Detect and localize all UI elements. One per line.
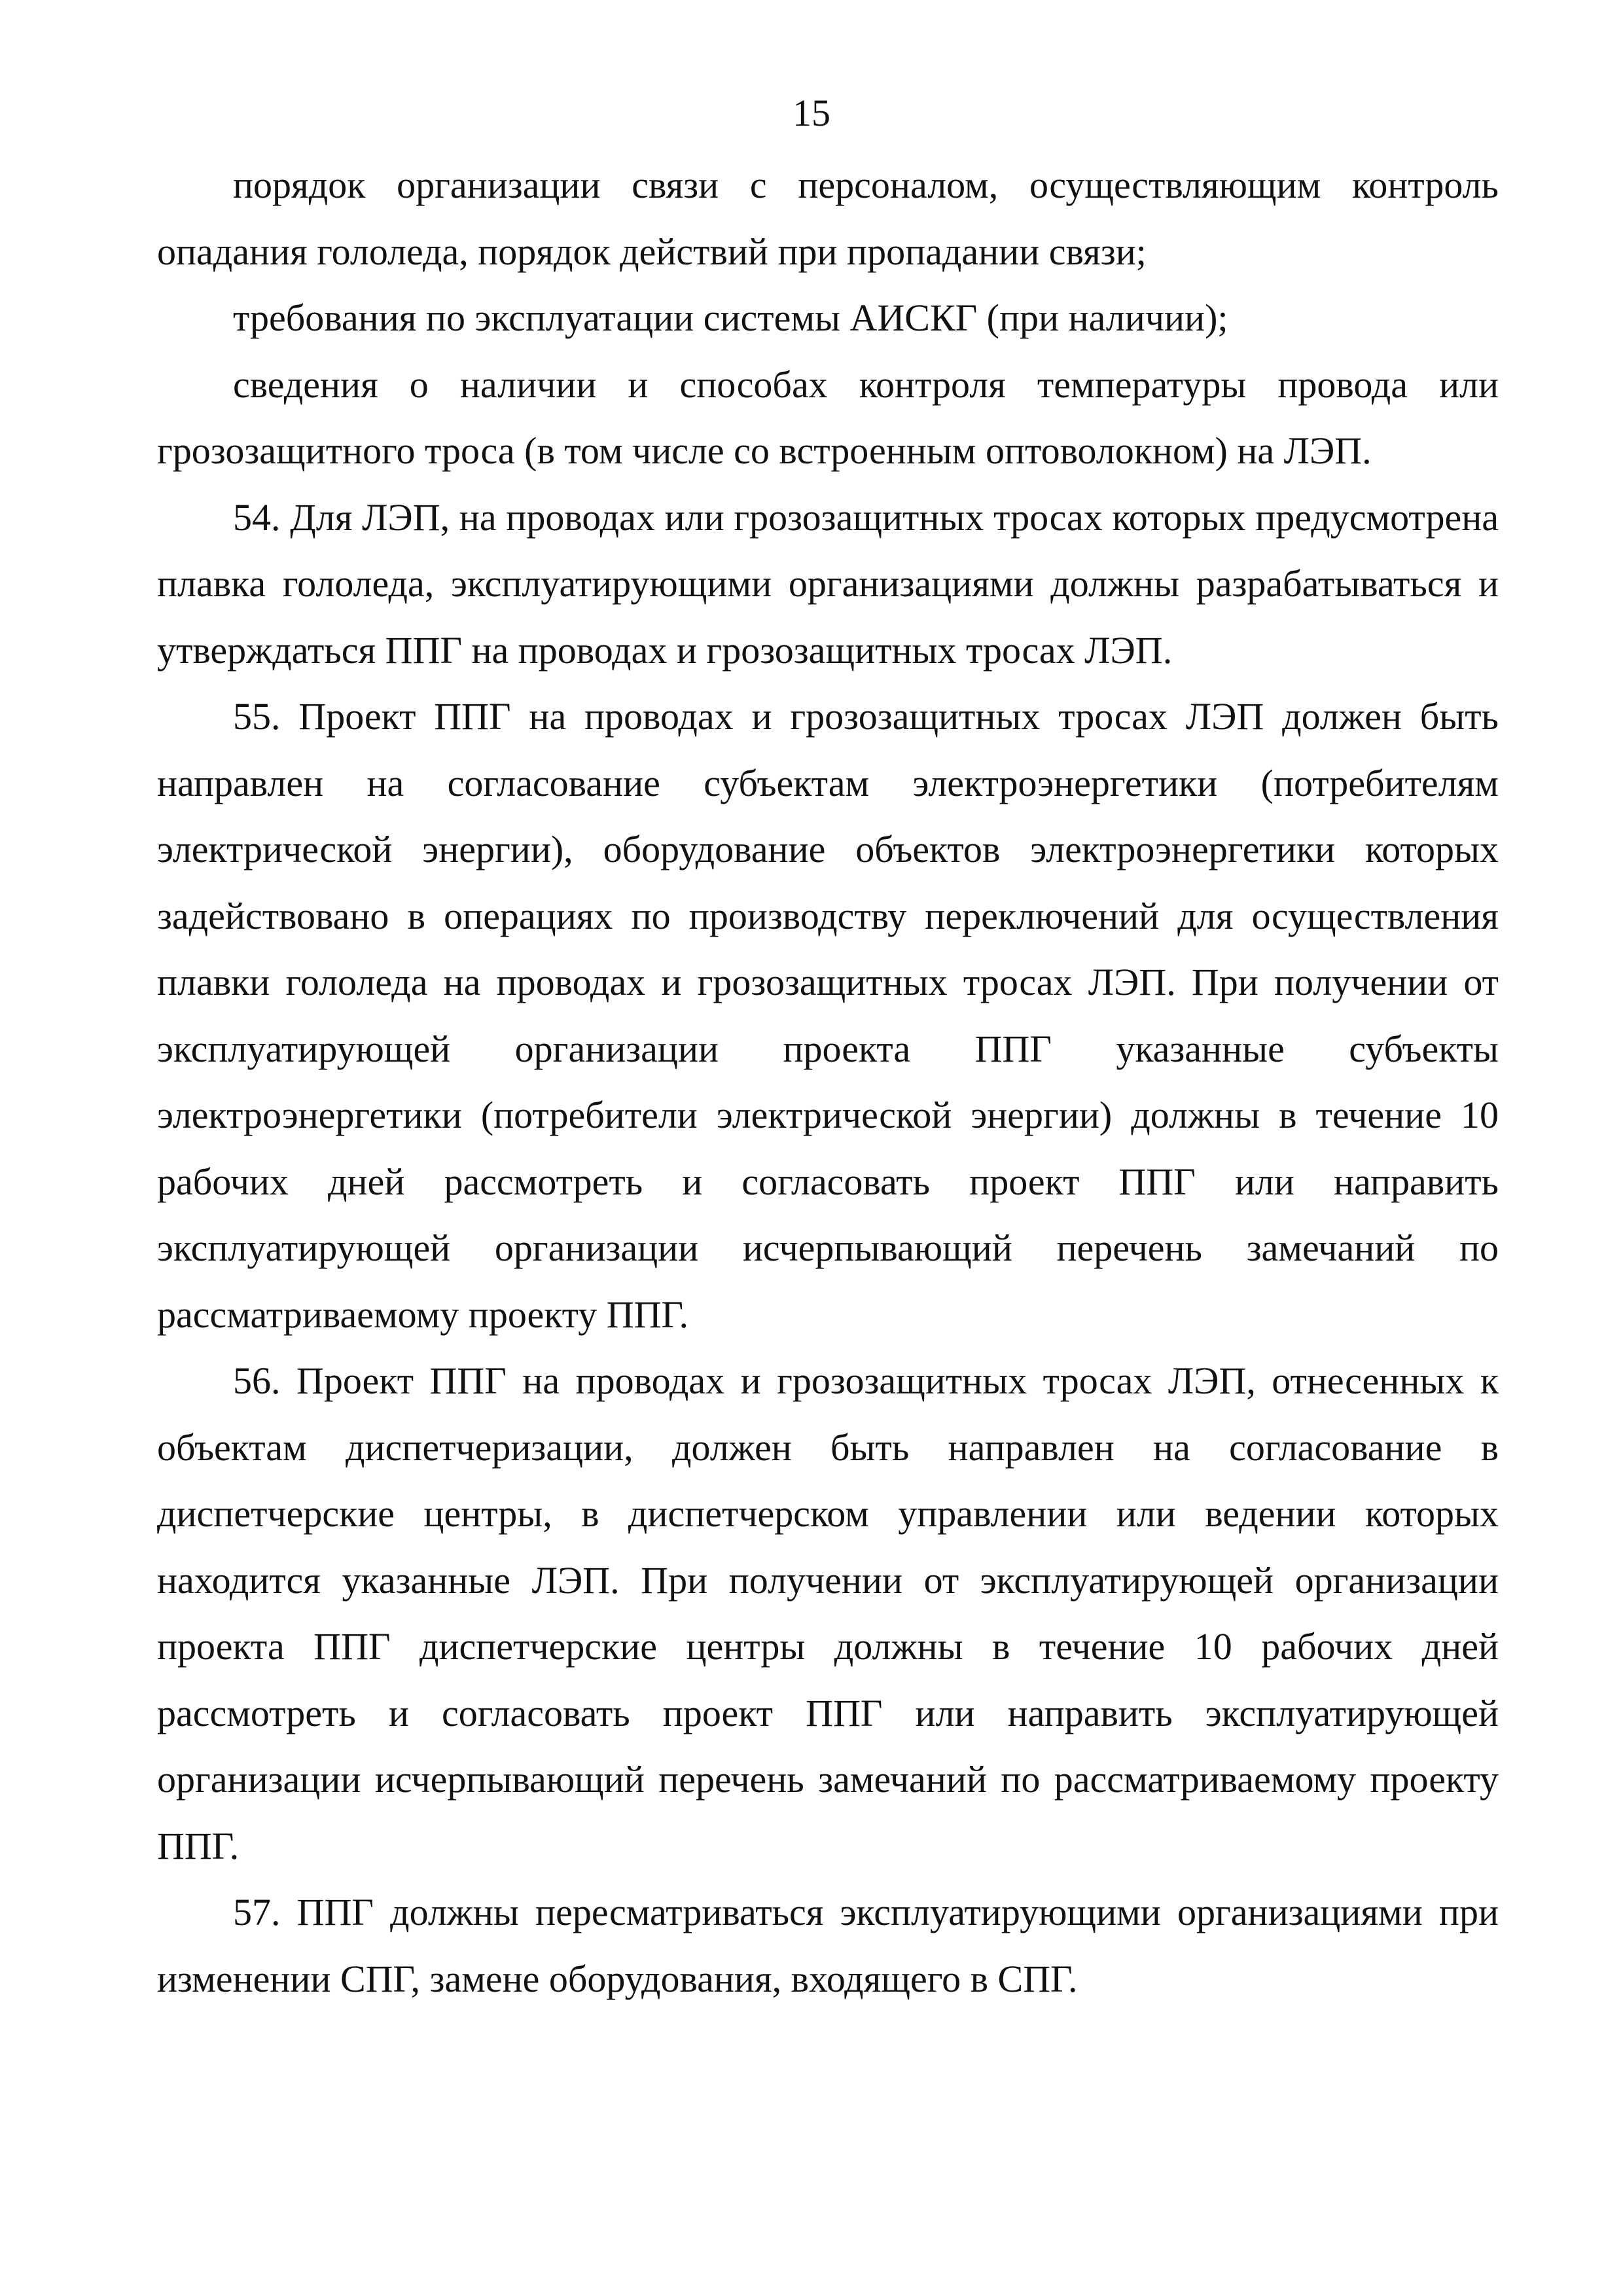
- paragraph-communication-order: порядок организации связи с персоналом, осуществляющим контроль опадания гололеда, порядок действий при пропадании связи;: [157, 164, 1499, 273]
- paragraph-aiskg-requirements: требования по эксплуатации системы АИСКГ (при наличии);: [233, 296, 1228, 339]
- paragraph-clause-54: 54. Для ЛЭП, на проводах или грозозащитных тросах которых предусмотрена плавка гололеда, эксплуатирующими организациями должны разрабатываться и утверждаться ППГ на проводах и грозозащитных тросах ЛЭП.: [157, 495, 1499, 672]
- paragraph-clause-57: 57. ППГ должны пересматриваться эксплуатирующими организациями при изменении СПГ, замене оборудования, входящего в СПГ.: [157, 1891, 1499, 2000]
- page-number: 15: [793, 92, 830, 134]
- document-body: [157, 152, 1499, 2012]
- paragraph-clause-56: 56. Проект ППГ на проводах и грозозащитных тросах ЛЭП, отнесенных к объектам диспетчеризации, должен быть направлен на согласование в диспетчерские центры, в диспетчерском управлении или ведении которых находится указанные ЛЭП. При получении от эксплуатирующей организации проекта ППГ диспетчерские центры должны в течение 10 рабочих дней рассмотреть и согласовать проект ППГ или направить эксплуатирующей организации исчерпывающий перечень замечаний по рассматриваемому проекту ППГ.: [157, 1359, 1499, 1867]
- paragraph-temperature-control: сведения о наличии и способах контроля температуры провода или грозозащитного троса (в том числе со встроенным оптоволокном) на ЛЭП.: [157, 363, 1499, 472]
- paragraph-clause-55: 55. Проект ППГ на проводах и грозозащитных тросах ЛЭП должен быть направлен на согласование субъектам электроэнергетики (потребителям электрической энергии), оборудование объектов электроэнергетики которых задействовано в операциях по производству переключений для осуществления плавки гололеда на проводах и грозозащитных тросах ЛЭП. При получении от эксплуатирующей организации проекта ППГ указанные субъекты электроэнергетики (потребители электрической энергии) должны в течение 10 рабочих дней рассмотреть и согласовать проект ППГ или направить эксплуатирующей организации исчерпывающий перечень замечаний по рассматриваемому проекту ППГ.: [157, 695, 1499, 1336]
